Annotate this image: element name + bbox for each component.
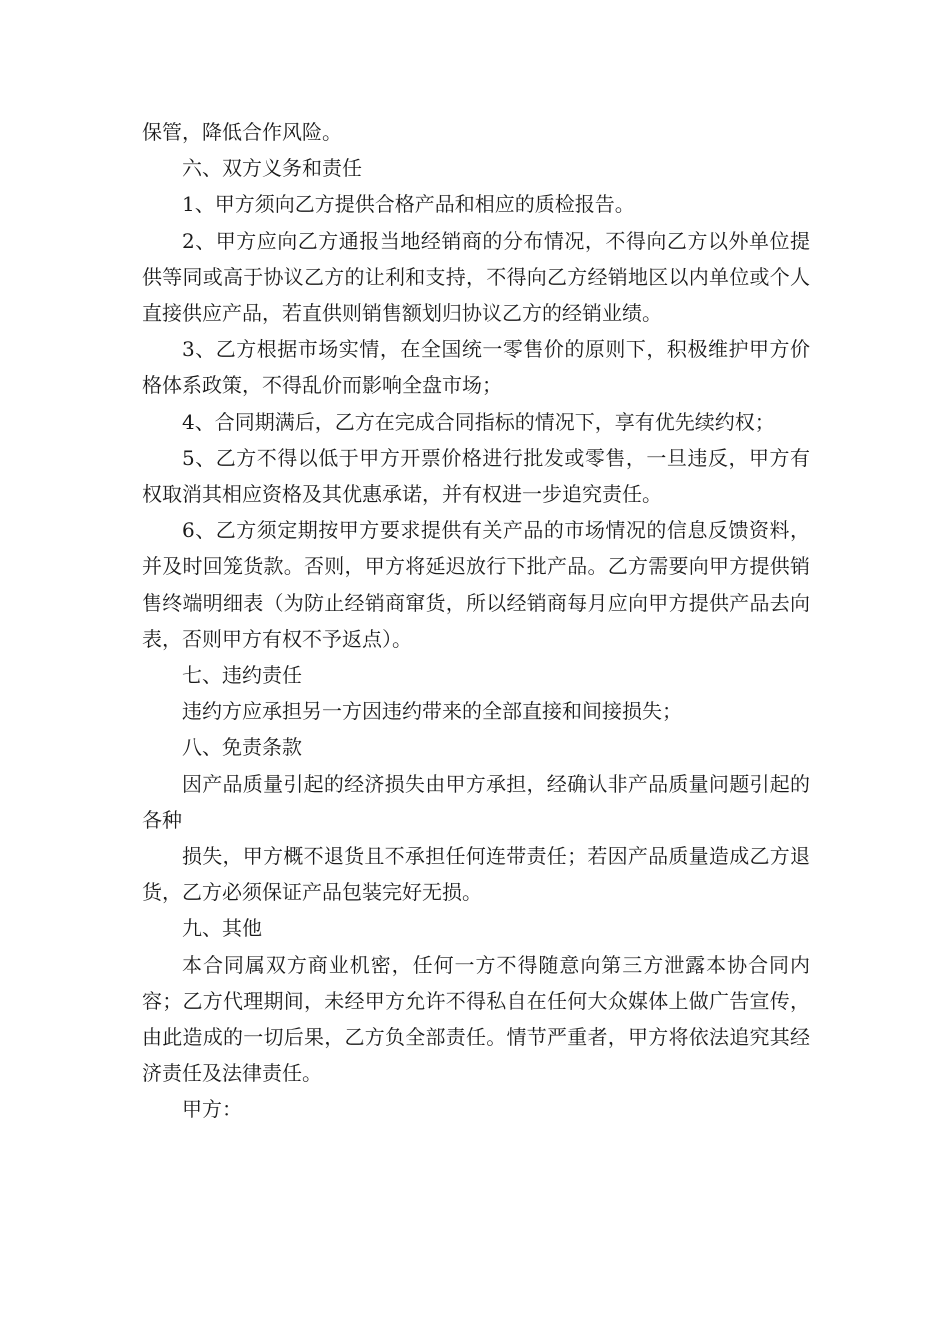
- clause-6-3: 3、乙方根据市场实情，在全国统一零售价的原则下，积极维护甲方价格体系政策，不得乱价而影响全盘市场；: [142, 337, 810, 398]
- section-heading-breach: 七、违约责任: [182, 663, 302, 688]
- exemption-paragraph-1: 因产品质量引起的经济损失由甲方承担，经确认非产品质量问题引起的各种: [142, 771, 810, 832]
- clause-6-4: 4、合同期满后，乙方在完成合同指标的情况下，享有优先续约权；: [182, 409, 775, 434]
- clause-6-6: 6、乙方须定期按甲方要求提供有关产品的市场情况的信息反馈资料，并及时回笼货款。否则，甲方将延迟放行下批产品。乙方需要向甲方提供销售终端明细表（为防止经销商窜货，所以经销商每月应向甲方提供产品去向表，否则甲方有权不予返点）。: [142, 518, 810, 651]
- document-body: [142, 114, 810, 1128]
- section-heading-other: 九、其他: [182, 916, 262, 941]
- breach-paragraph: 违约方应承担另一方因违约带来的全部直接和间接损失；: [182, 699, 682, 724]
- party-a-signature-label: 甲方：: [182, 1097, 242, 1122]
- paragraph-continuation: 保管，降低合作风险。: [142, 120, 342, 144]
- section-heading-obligations: 六、双方义务和责任: [182, 156, 362, 181]
- section-heading-exemption: 八、免责条款: [182, 735, 302, 760]
- clause-6-1: 1、甲方须向乙方提供合格产品和相应的质检报告。: [182, 192, 635, 217]
- clause-6-2: 2、甲方应向乙方通报当地经销商的分布情况，不得向乙方以外单位提供等同或高于协议乙方的让利和支持，不得向乙方经销地区以内单位或个人直接供应产品，若直供则销售额划归协议乙方的经销业绩。: [142, 228, 810, 326]
- clause-6-5: 5、乙方不得以低于甲方开票价格进行批发或零售，一旦违反，甲方有权取消其相应资格及其优惠承诺，并有权进一步追究责任。: [142, 445, 810, 507]
- other-paragraph: 本合同属双方商业机密，任何一方不得随意向第三方泄露本协合同内容；乙方代理期间，未经甲方允许不得私自在任何大众媒体上做广告宣传，由此造成的一切后果，乙方负全部责任。情节严重者，甲方将依法追究其经济责任及法律责任。: [142, 952, 810, 1086]
- exemption-paragraph-2: 损失，甲方概不退货且不承担任何连带责任；若因产品质量造成乙方退货，乙方必须保证产品包装完好无损。: [142, 844, 810, 905]
